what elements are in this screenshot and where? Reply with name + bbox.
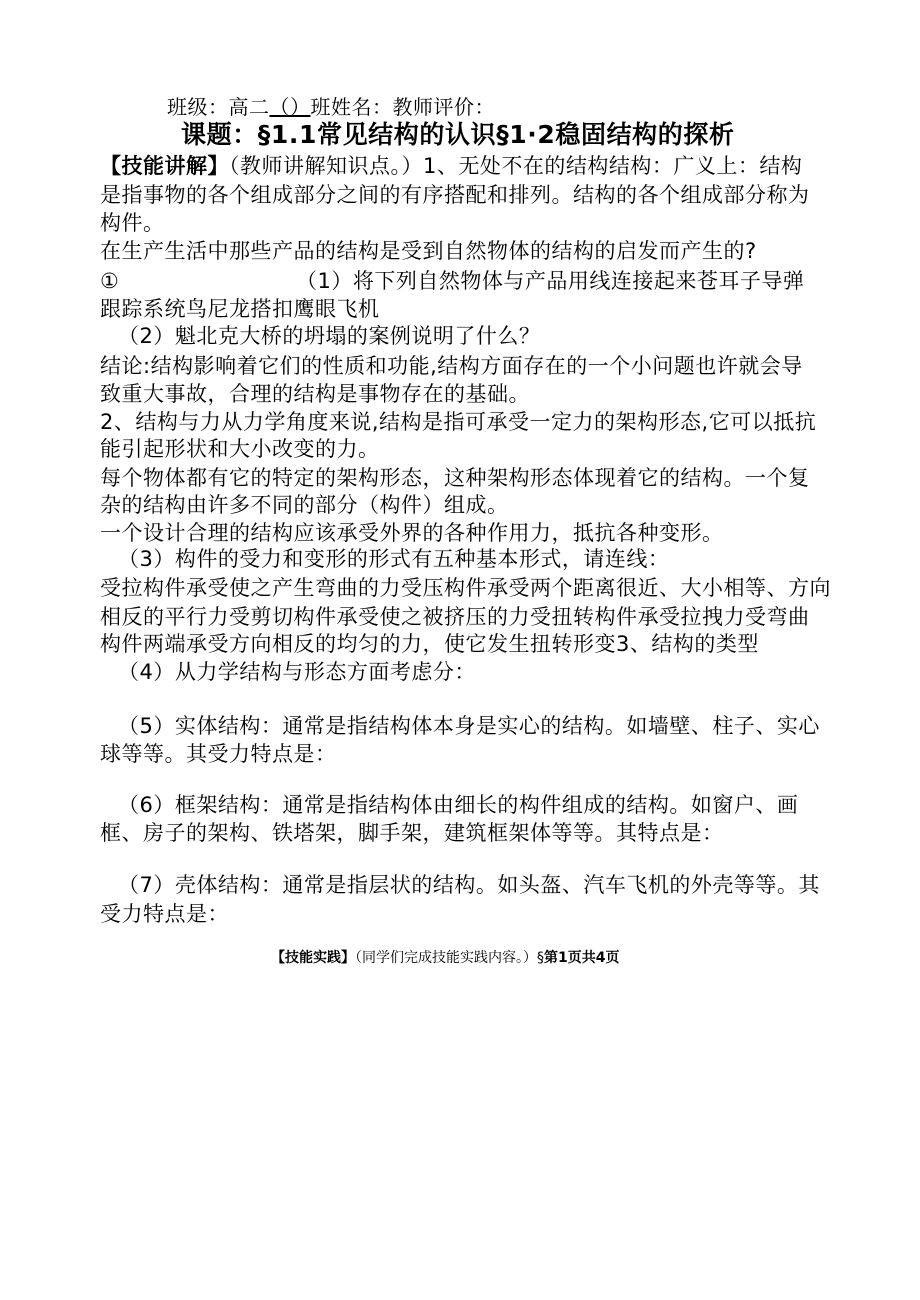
class-blank: （） <box>269 95 311 119</box>
body-line: 在生产生活中那些产品的结构是受到自然物体的结构的启发而产生的? <box>100 239 757 263</box>
body-line: 球等等。其受力特点是： <box>100 742 337 766</box>
question-line: （2）魁北克大桥的坍塌的案例说明了什么？ <box>118 324 541 348</box>
body-line: 能引起形状和大小改变的力。 <box>100 437 380 461</box>
page-number: 第1页共4页 <box>544 950 620 966</box>
question-line: （7）壳体结构：通常是指层状的结构。如头盔、汽车飞机的外壳等等。其 <box>118 873 820 897</box>
body-line: 受拉构件承受使之产生弯曲的力受压构件承受两个距离很近、大小相等、方向 <box>100 576 831 600</box>
body-line: 2、结构与力从力学角度来说,结构是指可承受一定力的架构形态,它可以抵抗 <box>100 410 817 434</box>
body-line: 结论:结构影响着它们的性质和功能,结构方面存在的一个小问题也许就会导 <box>100 354 803 378</box>
footer-section-heading: 【技能实践】 <box>271 950 355 966</box>
body-line: 框、房子的架构、铁塔架，脚手架，建筑框架体等等。其特点是： <box>100 821 724 845</box>
header-info-line <box>167 93 495 121</box>
body-text: （1）将下列自然物体与产品用线连接起来苍耳子导弹 <box>296 269 805 293</box>
body-line: 受力特点是： <box>100 902 229 926</box>
body-line: 杂的结构由许多不同的部分（构件）组成。 <box>100 493 509 517</box>
circled-number-mark: ① <box>100 269 120 293</box>
question-line: （3）构件的受力和变形的形式有五种基本形式，请连线： <box>118 547 670 571</box>
page-title: 课题：§1.1常见结构的认识§1·2稳固结构的探析 <box>181 120 735 149</box>
page-footer <box>271 948 619 968</box>
body-line: 相反的平行力受剪切构件承受使之被挤压的力受扭转构件承受拉拽力受弯曲 <box>100 605 810 629</box>
question-line: （6）框架结构：通常是指结构体由细长的构件组成的结构。如窗户、画 <box>118 793 799 817</box>
body-line <box>100 267 804 295</box>
body-line: 跟踪系统鸟尼龙搭扣鹰眼飞机 <box>100 297 380 321</box>
class-suffix: 班姓名：教师评价： <box>310 95 495 119</box>
body-line: 一个设计合理的结构应该承受外界的各种作用力，抵抗各种变形。 <box>100 521 724 545</box>
class-label: 班级：高二 <box>167 95 270 119</box>
section-heading-skill-explanation: 【技能讲解】 <box>100 154 229 178</box>
body-line: 构件两端承受方向相反的均匀的力，使它发生扭转形变3、结构的类型 <box>100 632 759 656</box>
body-line: 致重大事故，合理的结构是事物存在的基础。 <box>100 382 530 406</box>
body-line: 是指事物的各个组成部分之间的有序搭配和排列。结构的各个组成部分称为 <box>100 183 810 207</box>
body-line <box>100 152 802 180</box>
body-line: 构件。 <box>100 211 165 235</box>
body-text: （教师讲解知识点。）1、无处不在的结构结构：广义上：结构 <box>229 154 803 178</box>
question-line: （5）实体结构：通常是指结构体本身是实心的结构。如墙壁、柱子、实心 <box>118 714 820 738</box>
body-line: 每个物体都有它的特定的架构形态，这种架构形态体现着它的结构。一个复 <box>100 466 810 490</box>
footer-instruction: （同学们完成技能实践内容。）§ <box>355 950 544 966</box>
question-line: （4）从力学结构与形态方面考虑分： <box>118 660 476 684</box>
